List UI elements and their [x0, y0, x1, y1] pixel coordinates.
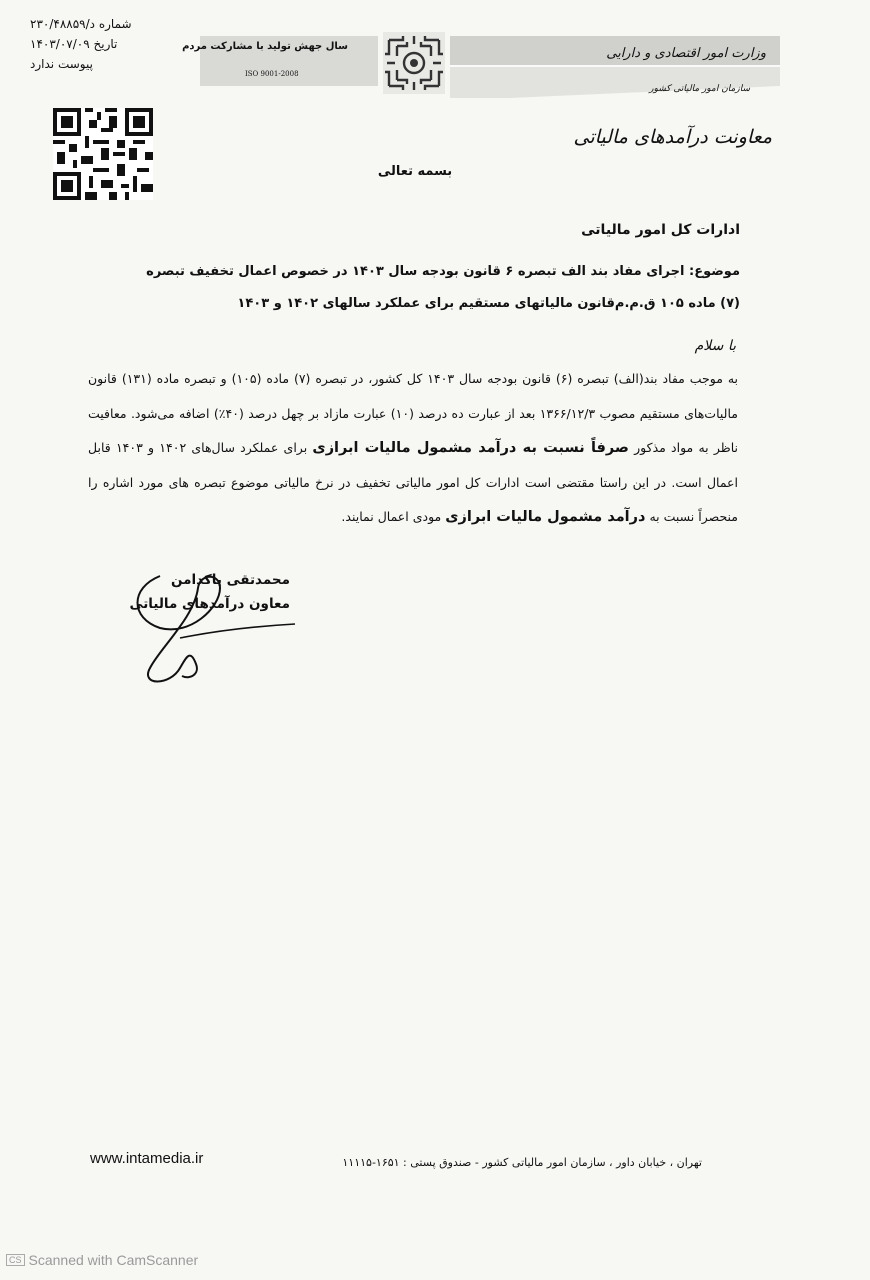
- greeting: با سلام: [694, 338, 736, 354]
- organization-name: سازمان امور مالیاتی کشور: [649, 84, 750, 94]
- body-bold-1: صرفاً نسبت به درآمد مشمول مالیات ابرازی: [312, 440, 629, 456]
- letter-number-label: شماره: [98, 17, 132, 31]
- letter-attachment-row: [30, 54, 150, 74]
- letter-body: [88, 362, 738, 535]
- scanner-watermark-text: Scanned with CamScanner: [28, 1252, 199, 1268]
- letter-date-label: تاریخ: [93, 37, 118, 51]
- year-slogan: سال جهش تولید با مشارکت مردم: [182, 41, 348, 52]
- footer-website: www.intamedia.ir: [90, 1150, 204, 1167]
- letter-number: د/۲۳۰/۴۸۸۵۹: [30, 17, 95, 31]
- body-text-3: مودی اعمال نمایند.: [341, 509, 442, 524]
- footer-address: تهران ، خیابان داور ، سازمان امور مالیاتی کشور - صندوق پستی : ۱۶۵۱-۱۱۱۱۵: [342, 1156, 702, 1169]
- body-text-2: برای عملکرد سال‌های ۱۴۰۲ و ۱۴۰۳ قابل اعمال است. در این راستا مقتضی است ادارات کل امور مالیاتی تخفیف در نرخ مالیاتی موضوع تبصره های مورد اشاره را منحصراً نسبت به: [88, 440, 738, 524]
- letter-date-row: [30, 34, 150, 54]
- tax-organization-emblem-icon: [383, 32, 445, 94]
- signatory-title: معاون درآمدهای مالیاتی: [129, 596, 290, 612]
- scanner-watermark: [6, 1252, 198, 1268]
- letter-number-row: [30, 14, 150, 34]
- letter-attachment: ندارد: [30, 57, 55, 71]
- deputy-title: معاونت درآمدهای مالیاتی: [573, 126, 772, 148]
- ministry-name: وزارت امور اقتصادی و دارایی: [606, 46, 766, 61]
- qr-code-icon: [52, 108, 154, 200]
- iso-label: ISO 9001-2008: [245, 70, 299, 78]
- camscanner-logo-icon: CS: [6, 1254, 25, 1266]
- letter-metadata: [30, 14, 150, 74]
- signatory-name: محمدتقی پاکدامن: [170, 572, 290, 588]
- recipient: ادارات کل امور مالیاتی: [581, 222, 740, 238]
- letter-attachment-label: پیوست: [57, 57, 93, 71]
- slogan-banner: [182, 36, 378, 86]
- body-text-1: به موجب مفاد بند(الف) تبصره (۶) قانون بودجه سال ۱۴۰۳ کل کشور، در تبصره (۷) ماده (۱۰۵) و تبصره ماده (۱۳۱) قانون مالیات‌های مستقیم مصوب ۱۳۶۶/۱۲/۳ بعد از عبارت ده درصد (۱۰) عبارت مازاد بر چهل درصد (۴۰٪) اضافه می‌شود. معافیت ناظر به مواد مذکور: [88, 371, 738, 455]
- letter-subject: موضوع: اجرای مفاد بند الف تبصره ۶ قانون بودجه سال ۱۴۰۳ در خصوص اعمال تخفیف تبصره (۷) ماده ۱۰۵ ق.م.م‌قانون مالیاتهای مستقیم برای عملکرد سالهای ۱۴۰۲ و ۱۴۰۳: [146, 264, 740, 311]
- letter-date: ۱۴۰۳/۰۷/۰۹: [30, 37, 90, 51]
- basmala: بسمه تعالی: [377, 164, 453, 179]
- body-bold-2: درآمد مشمول مالیات ابرازی: [445, 509, 646, 525]
- handwritten-signature: [120, 568, 310, 698]
